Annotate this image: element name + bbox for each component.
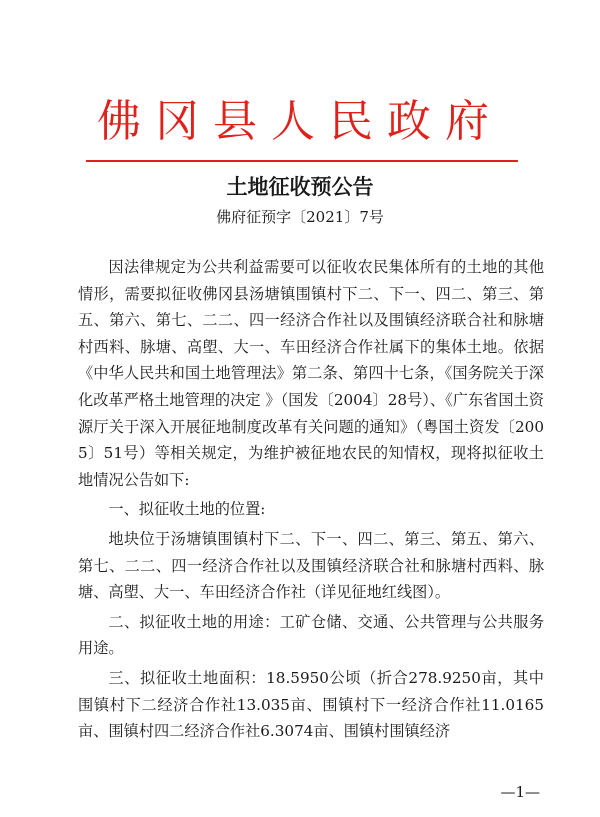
red-separator-line — [86, 160, 518, 162]
document-number: 佛府征预字〔2021〕7号 — [216, 208, 384, 226]
area-paragraph: 三、拟征收土地面积：18.5950公顷（折合278.9250亩，其中围镇村下二经济合作社13.035亩、围镇村下一经济合作社11.0165亩、围镇村四二经济合作社6.3074亩、围镇村围镇经济 — [78, 668, 544, 741]
issuer-header: 佛冈县人民政府 — [97, 96, 503, 147]
document-body — [78, 254, 544, 745]
section-heading-location: 一、拟征收土地的位置: — [108, 500, 266, 519]
intro-paragraph: 因法律规定为公共利益需要可以征收农民集体所有的土地的其他情形，需要拟征收佛冈县汤塘镇围镇村下二、下一、四二、第三、第五、第六、第七、二二、四一经济合作社以及围镇经济联合社和脉塘村西料、脉塘、高塱、大一、车田经济合作社属下的集体土地。依据《中华人民共和国土地管理法》第二条、第四十七条，《国务院关于深化改革严格土地管理的决定 》（国发〔2004〕28号）、《广东省国土资源厅关于深入开展征地制度改革有关问题的通知》（粤国土资发〔2005〕51号）等相关规定，为维护被征地农民的知情权，现将拟征收土地情况公告如下: — [78, 258, 544, 489]
document-title: 土地征收预公告 — [226, 174, 374, 199]
page-number: —1— — [500, 783, 540, 801]
location-paragraph: 地块位于汤塘镇围镇村下二、下一、四二、第三、第五、第六、第七、二二、四一经济合作社以及围镇经济联合社和脉塘村西料、脉塘、高塱、大一、车田经济合作社（详见征地红线图）。 — [78, 529, 544, 602]
purpose-paragraph: 二、拟征收土地的用途：工矿仓储、交通、公共管理与公共服务用途。 — [78, 612, 544, 658]
